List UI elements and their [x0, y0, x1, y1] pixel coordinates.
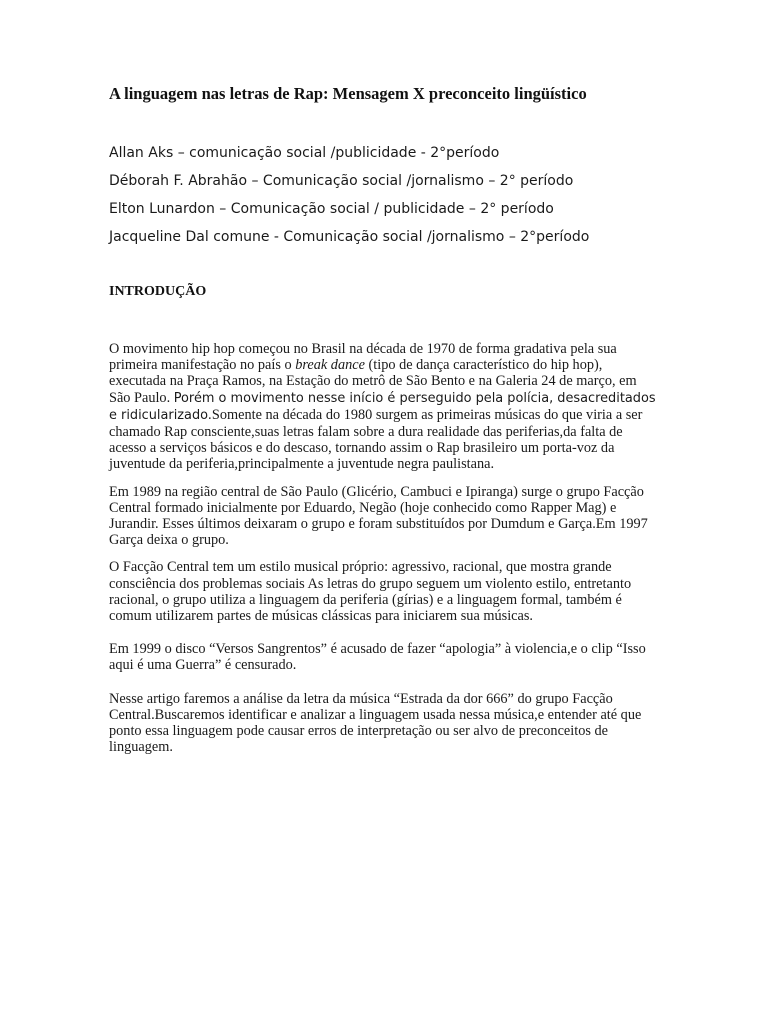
- paragraph-text: Porém o movimento nesse início é perseguido pela polícia, desacreditados e ridicularizado.: [109, 390, 656, 423]
- author-list: [109, 142, 669, 254]
- paragraph-text: (tipo de dança característico do hip hop), executada na Praça Ramos, na Estação do metrô de São Bento e na Galeria 24 de março, em São Paulo.: [109, 357, 637, 406]
- section-heading-introduction: INTRODUÇÃO: [109, 284, 207, 299]
- paragraph-censorship: Em 1999 o disco “Versos Sangrentos” é acusado de fazer “apologia” à violencia,e o clip “Isso aqui é uma Guerra” é censurado.: [109, 641, 646, 674]
- document-title: A linguagem nas letras de Rap: Mensagem X preconceito lingüístico: [109, 84, 587, 103]
- author-line: Jacqueline Dal comune - Comunicação social /jornalismo – 2°período: [109, 229, 590, 245]
- author-line: Elton Lunardon – Comunicação social / publicidade – 2° período: [109, 201, 554, 217]
- author-line: Allan Aks – comunicação social /publicidade - 2°período: [109, 145, 500, 161]
- paragraph-article-goal: Nesse artigo faremos a análise da letra da música “Estrada da dor 666” do grupo Facção Central.Buscaremos identificar e analizar a linguagem usada nessa música,e entender até que ponto essa linguagem pode causar erros de interpretação ou ser alvo de preconceitos de linguagem.: [109, 690, 642, 756]
- paragraph-group-style: O Facção Central tem um estilo musical próprio: agressivo, racional, que mostra grande consciência dos problemas sociais As letras do grupo seguem um violento estilo, entretanto racional, o grupo utiliza a linguagem da periferia (gírias) e a linguagem formal, também é comum utilizarem partes de músicas clássicas para iniciarem sua músicas.: [109, 559, 632, 625]
- author-line: Déborah F. Abrahão – Comunicação social /jornalismo – 2° período: [109, 173, 574, 189]
- emphasized-term: break dance: [295, 357, 365, 374]
- introduction-body: [109, 341, 659, 755]
- paragraph-text: O movimento hip hop começou no Brasil na década de 1970 de forma gradativa pela sua primeira manifestação no país o: [109, 341, 617, 374]
- paragraph-text: Somente na década do 1980 surgem as primeiras músicas do que viria a ser chamado Rap consciente,suas letras falam sobre a dura realidade das periferias,da falta de acesso a serviços básicos e do descaso, tornando assim o Rap brasileiro um porta-voz da juventude da periferia,principalmente a juventude negra paulistana.: [109, 406, 643, 473]
- paragraph-hip-hop-history: [109, 341, 659, 473]
- paragraph-group-origin: Em 1989 na região central de São Paulo (Glicério, Cambuci e Ipiranga) surge o grupo Facção Central formado inicialmente por Eduardo, Negão (hoje conhecido como Rapper Mag) e Jurandir. Esses últimos deixaram o grupo e foram substituídos por Dumdum e Garça.Em 1997 Garça deixa o grupo.: [109, 483, 648, 549]
